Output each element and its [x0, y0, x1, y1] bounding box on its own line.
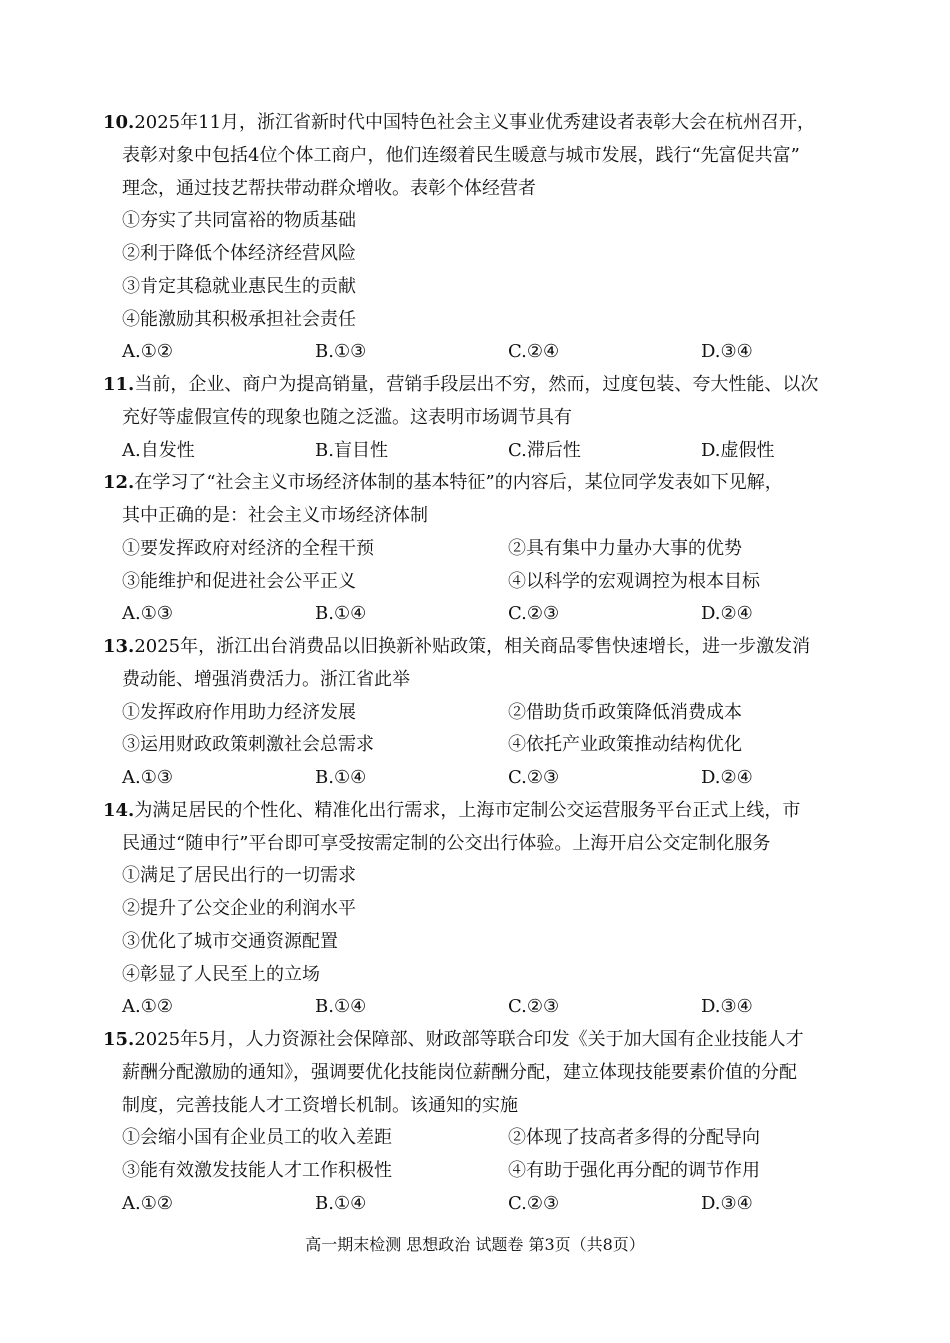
stem-text: 费动能、增强消费活力。浙江省此举: [122, 668, 410, 690]
choices-row: [103, 435, 863, 468]
choices-row: [103, 991, 863, 1024]
question-stem-line: [103, 500, 863, 533]
question-number: 12.: [103, 472, 135, 494]
answer-choice: D.②④: [701, 767, 753, 788]
answer-choice: B.①④: [315, 996, 367, 1018]
choices-row: [103, 1188, 863, 1221]
answer-choice: D.③④: [701, 1192, 753, 1214]
statement-row: [103, 238, 863, 271]
answer-choice: C.②③: [508, 603, 560, 625]
statement: ③运用财政政策刺激社会总需求: [122, 734, 374, 756]
question-12: [103, 467, 863, 631]
statement-row: [103, 1155, 863, 1188]
statement: ①会缩小国有企业员工的收入差距: [122, 1127, 392, 1149]
statement-row: [103, 1122, 863, 1155]
choices-row: [103, 762, 863, 795]
answer-choice: B.①③: [315, 341, 367, 363]
statement: ①发挥政府作用助力经济发展: [122, 701, 356, 723]
statement-row: [103, 533, 863, 566]
stem-text: 在学习了“社会主义市场经济体制的基本特征”的内容后，某位同学发表如下见解，: [134, 472, 783, 494]
statement: ②借助货币政策降低消费成本: [508, 701, 742, 723]
statement-row: [103, 729, 863, 762]
stem-text: 2025年，浙江出台消费品以旧换新补贴政策，相关商品零售快速增长，进一步激发消: [134, 636, 811, 657]
statement: ③优化了城市交通资源配置: [122, 930, 338, 952]
stem-text: 2025年5月，人力资源社会保障部、财政部等联合印发《关于加大国有企业技能人才: [134, 1029, 804, 1050]
stem-text: 当前，企业、商户为提高销量，营销手段层出不穷，然而，过度包装、夸大性能、以次: [134, 374, 819, 395]
statement: ②提升了公交企业的利润水平: [122, 898, 356, 919]
question-stem-line: [103, 369, 863, 402]
stem-text: 2025年11月，浙江省新时代中国特色社会主义事业优秀建设者表彰大会在杭州召开，: [134, 112, 816, 133]
answer-choice: C.滞后性: [508, 439, 581, 461]
question-14: [103, 795, 863, 1024]
question-stem-line: [103, 1090, 863, 1123]
answer-choice: A.自发性: [122, 439, 195, 461]
statement: ③能维护和促进社会公平正义: [122, 570, 356, 592]
stem-text: 表彰对象中包括4位个体工商户，他们连缀着民生暖意与城市发展，践行“先富促共富”: [122, 144, 800, 166]
answer-choice: B.①④: [315, 767, 367, 788]
answer-choice: C.②③: [508, 996, 560, 1018]
question-number: 14.: [103, 799, 135, 821]
stem-text: 民通过“随申行”平台即可享受按需定制的公交出行体验。上海开启公交定制化服务: [122, 832, 771, 854]
question-stem-line: [103, 173, 863, 206]
answer-choice: D.②④: [701, 603, 753, 625]
stem-text: 为满足居民的个性化、精准化出行需求，上海市定制公交运营服务平台正式上线，市: [134, 799, 801, 821]
question-stem-line: [103, 1057, 863, 1090]
answer-choice: B.①④: [315, 603, 367, 625]
statement: ②具有集中力量办大事的优势: [508, 537, 742, 559]
statement: ①满足了居民出行的一切需求: [122, 865, 356, 887]
stem-text: 制度，完善技能人才工资增长机制。该通知的实施: [122, 1094, 518, 1116]
question-11: [103, 369, 863, 467]
statement: ③肯定其稳就业惠民生的贡献: [122, 275, 356, 297]
answer-choice: D.③④: [701, 996, 753, 1018]
statement-row: [103, 860, 863, 893]
answer-choice: A.①②: [122, 341, 173, 363]
question-stem-line: [103, 402, 863, 435]
question-number: 11.: [103, 374, 135, 395]
question-stem-line: [103, 140, 863, 173]
statement-row: [103, 566, 863, 599]
statement: ①要发挥政府对经济的全程干预: [122, 537, 374, 559]
statement-row: [103, 697, 863, 730]
question-stem-line: [103, 1024, 863, 1057]
answer-choice: C.②③: [508, 767, 560, 788]
question-number: 13.: [103, 636, 135, 657]
statement-row: [103, 959, 863, 992]
statement: ④彰显了人民至上的立场: [122, 963, 320, 985]
statement: ①夯实了共同富裕的物质基础: [122, 210, 356, 232]
answer-choice: A.①③: [122, 603, 173, 625]
answer-choice: D.③④: [701, 341, 753, 363]
statement-row: [103, 893, 863, 926]
statement: ④依托产业政策推动结构优化: [508, 734, 742, 756]
statement-row: [103, 271, 863, 304]
answer-choice: D.虚假性: [701, 439, 775, 461]
statement: ②利于降低个体经济经营风险: [122, 243, 356, 264]
choices-row: [103, 336, 863, 369]
question-10: [103, 107, 863, 369]
question-stem-line: [103, 828, 863, 861]
choices-row: [103, 598, 863, 631]
exam-page: [103, 107, 863, 1221]
statement: ④以科学的宏观调控为根本目标: [508, 570, 760, 592]
question-13: [103, 631, 863, 795]
question-stem-line: [103, 467, 863, 500]
statement-row: [103, 205, 863, 238]
statement: ④有助于强化再分配的调节作用: [508, 1160, 760, 1181]
answer-choice: C.②④: [508, 341, 560, 363]
answer-choice: A.①②: [122, 996, 173, 1018]
statement: ③能有效激发技能人才工作积极性: [122, 1160, 392, 1181]
question-stem-line: [103, 107, 863, 140]
stem-text: 充好等虚假宣传的现象也随之泛滥。这表明市场调节具有: [122, 406, 572, 428]
question-stem-line: [103, 631, 863, 664]
answer-choice: B.①④: [315, 1192, 367, 1214]
statement-row: [103, 926, 863, 959]
answer-choice: B.盲目性: [315, 439, 388, 461]
statement: ②体现了技高者多得的分配导向: [508, 1127, 760, 1149]
answer-choice: A.①③: [122, 767, 173, 788]
question-15: [103, 1024, 863, 1221]
statement: ④能激励其积极承担社会责任: [122, 308, 356, 330]
question-number: 10.: [103, 112, 135, 133]
statement-row: [103, 304, 863, 337]
stem-text: 理念，通过技艺帮扶带动群众增收。表彰个体经营者: [122, 177, 536, 199]
answer-choice: C.②③: [508, 1192, 560, 1214]
page-footer: 高一期末检测 思想政治 试题卷 第3页（共8页）: [305, 1235, 645, 1254]
stem-text: 薪酬分配激励的通知》，强调要优化技能岗位薪酬分配，建立体现技能要素价值的分配: [122, 1061, 797, 1083]
answer-choice: A.①②: [122, 1192, 173, 1214]
question-stem-line: [103, 664, 863, 697]
question-number: 15.: [103, 1029, 135, 1050]
question-stem-line: [103, 795, 863, 828]
stem-text: 其中正确的是：社会主义市场经济体制: [122, 505, 428, 526]
